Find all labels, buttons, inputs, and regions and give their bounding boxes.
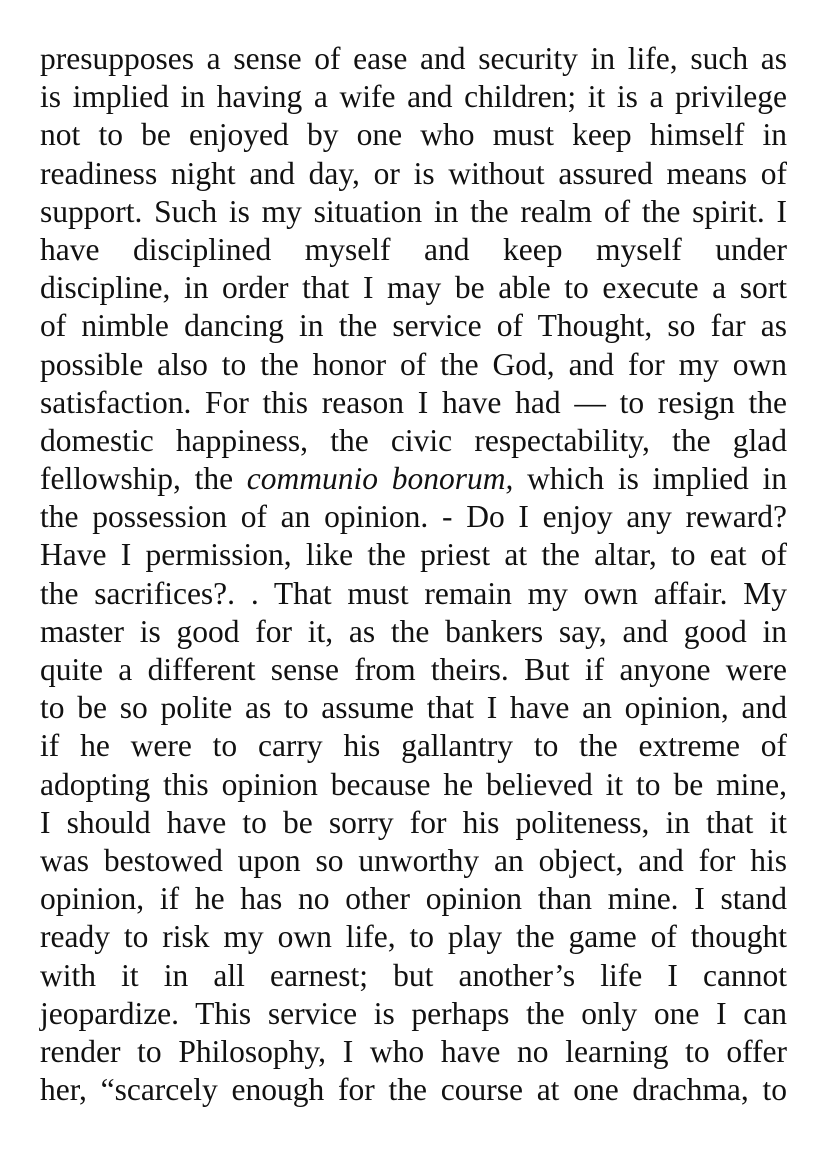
text-line-13: the possession of an opinion. - Do I enjoy any reward? bbox=[40, 499, 787, 535]
text-line-20: adopting this opinion because he believed it to be mine, bbox=[40, 766, 787, 802]
text-line-19: if he were to carry his gallantry to the extreme of bbox=[40, 728, 787, 764]
text-line-11: domestic happiness, the civic respectability, the glad bbox=[40, 422, 787, 458]
text-line-12-end: which is implied in bbox=[527, 461, 788, 497]
text-line-16: master is good for it, as the bankers say, and good in bbox=[40, 613, 787, 649]
text-line-22: was bestowed upon so unworthy an object, and for his bbox=[40, 842, 787, 878]
text-line-8: of nimble dancing in the service of Thought, so far as bbox=[40, 308, 787, 344]
text-line-26: jeopardize. This service is perhaps the only one I can bbox=[40, 995, 787, 1031]
text-line-7: discipline, in order that I may be able to execute a sort bbox=[40, 270, 787, 306]
text-line-21: I should have to be sorry for his politeness, in that it bbox=[40, 804, 787, 840]
text-line-18: to be so polite as to assume that I have an opinion, and bbox=[40, 690, 787, 726]
text-line-6: have disciplined myself and keep myself under bbox=[40, 231, 787, 267]
text-line-3: not to be enjoyed by one who must keep himself in bbox=[40, 117, 787, 153]
text-line-5: support. Such is my situation in the realm of the spirit. I bbox=[40, 193, 787, 229]
text-line-27: render to Philosophy, I who have no learning to offer bbox=[40, 1033, 787, 1069]
text-line-15: the sacrifices?. . That must remain my own affair. My bbox=[40, 575, 787, 611]
text-line-17: quite a different sense from theirs. But if anyone were bbox=[40, 652, 787, 687]
italic-phrase: communio bonorum, bbox=[246, 461, 514, 497]
text-line-1: presupposes a sense of ease and security in life, such as bbox=[40, 41, 787, 76]
text-line-25: with it in all earnest; but another’s life I cannot bbox=[40, 957, 787, 993]
document-page bbox=[40, 40, 787, 1109]
text-line-10: satisfaction. For this reason I have had — to resign the bbox=[40, 384, 787, 420]
text-line-2: is implied in having a wife and children; it is a privilege bbox=[40, 79, 787, 115]
text-line-24: ready to risk my own life, to play the game of thought bbox=[40, 919, 787, 955]
text-line-23: opinion, if he has no other opinion than mine. I stand bbox=[40, 881, 787, 917]
text-line-12 bbox=[40, 460, 787, 498]
text-line-12-start: fellowship, the bbox=[40, 461, 234, 497]
text-line-14: Have I permission, like the priest at the altar, to eat of bbox=[40, 537, 787, 573]
text-line-28: her, “scarcely enough for the course at one drachma, to bbox=[40, 1072, 787, 1108]
text-line-4: readiness night and day, or is without assured means of bbox=[40, 155, 787, 191]
text-line-9: possible also to the honor of the God, and for my own bbox=[40, 346, 787, 382]
